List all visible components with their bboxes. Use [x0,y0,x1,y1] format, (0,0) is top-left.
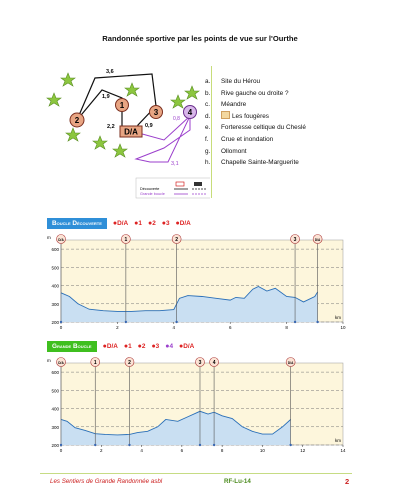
marker-label: 1 [124,236,128,243]
page-number: 2 [345,477,350,486]
marker-label: 3 [293,236,297,243]
elevation-chart-decouverte [45,230,357,334]
marker-legend: ● D/A ● 1 ● 2 ● 3 ● D/A [112,220,191,227]
list-item: b. Rive gauche ou droite ? [205,89,289,97]
y-tick-label: 500 [51,265,59,271]
marker-label: 3 [198,359,202,366]
svg-text:D/A: D/A [124,127,138,137]
list-item: h. Chapelle Sainte-Marguerite [205,159,299,167]
footer-divider [40,473,352,474]
marker-dot [316,321,318,323]
y-tick-label: 200 [51,443,59,448]
route-map [40,60,210,235]
marker-dot [289,444,291,446]
marker-dot [175,321,177,323]
distance-label: 0,8 [173,116,180,122]
star-icon [47,93,61,106]
profile-label: Boucle Découverte [47,218,107,229]
marker-dot [60,444,62,446]
x-tick-label: 4 [172,325,176,330]
page-title: Randonnée sportive par les points de vue sur l'Ourthe [102,34,298,43]
distance-label: 3,1 [171,161,179,167]
marker-dot [199,444,201,446]
poi-list [205,76,306,169]
x-tick-label: 2 [116,325,119,330]
y-tick-label: 400 [51,406,59,412]
x-tick-label: 4 [140,448,143,453]
y-tick-label: 600 [51,370,59,376]
star-icon [113,144,127,157]
x-tick-label: 8 [285,325,288,330]
waypoint-3 [150,106,163,119]
waypoint-start [120,126,142,137]
x-tick-label: 10 [259,448,265,453]
waypoint-4 [184,106,197,119]
marker-label: 2 [175,236,179,243]
distance-label: 3,6 [106,69,114,75]
fern-icon [221,111,230,119]
footer-code: RF-Lu-14 [224,478,251,485]
profile-label: Grande Boucle [47,341,97,352]
list-item: g. Ollomont [205,147,247,155]
star-icon [171,95,185,108]
star-icon [125,83,139,96]
legend-row: Grande boucle [140,192,165,196]
bike-icon [194,182,202,186]
y-tick-label: 600 [51,247,59,253]
marker-dot [294,321,296,323]
y-tick-label: 500 [51,388,59,394]
star-icon [66,128,80,141]
distance-label: 1,9 [102,94,110,100]
y-unit-label: m [47,358,51,363]
y-tick-label: 400 [51,283,59,289]
distance-label: 0,9 [145,123,153,129]
x-unit-label: km [335,315,341,320]
marker-label: D/A [314,237,321,242]
marker-dot [60,321,62,323]
marker-label: D/A [58,237,64,242]
x-tick-label: 6 [180,448,184,453]
marker-label: D/A [287,360,294,365]
route-grande [135,116,190,162]
list-item: e. Forteresse celtique du Cheslé [205,124,306,132]
waypoint-1 [116,99,129,112]
marker-dot [213,444,215,446]
y-tick-label: 300 [51,301,59,307]
footer-org: Les Sentiers de Grande Randonnée asbl [50,478,163,485]
marker-dot [94,444,96,446]
marker-dot [125,321,127,323]
marker-dot [128,444,130,446]
list-item: f. Crue et inondation [205,135,274,143]
list-item: d. Les fougères [205,112,269,120]
star-icon [93,136,107,149]
x-unit-label: km [335,438,341,443]
profile-header [47,341,194,352]
svg-text:2: 2 [74,116,80,125]
svg-text:3: 3 [153,108,159,117]
walker-icon [176,182,184,186]
x-tick-label: 2 [100,448,103,453]
marker-label: 4 [212,359,216,366]
profile-header [47,218,191,229]
list-item: c. Méandre [205,101,247,109]
marker-label: 1 [93,359,97,366]
x-tick-label: 10 [340,325,346,330]
svg-text:4: 4 [187,108,193,117]
marker-legend: ● D/A ● 1 ● 2 ● 3 ● 4 ● D/A [102,343,195,350]
y-tick-label: 300 [51,424,59,430]
elevation-chart-grande-boucle [45,353,357,457]
waypoint-2 [70,113,84,127]
x-tick-label: 6 [228,325,232,330]
marker-label: 2 [128,359,131,366]
x-tick-label: 14 [340,448,346,453]
y-tick-label: 200 [51,320,59,325]
distance-label: 2,2 [107,124,115,130]
map-legend [136,178,210,198]
star-icon [185,86,199,99]
marker-label: D/A [58,360,64,365]
x-tick-label: 12 [300,448,306,453]
legend-row: Découverte [140,187,160,191]
x-tick-label: 0 [59,448,63,453]
x-tick-label: 8 [220,448,224,453]
x-tick-label: 0 [59,325,63,330]
star-icon [61,73,75,86]
list-item: a. Site du Hérou [205,78,261,85]
y-unit-label: m [47,235,51,240]
svg-text:1: 1 [119,101,125,110]
